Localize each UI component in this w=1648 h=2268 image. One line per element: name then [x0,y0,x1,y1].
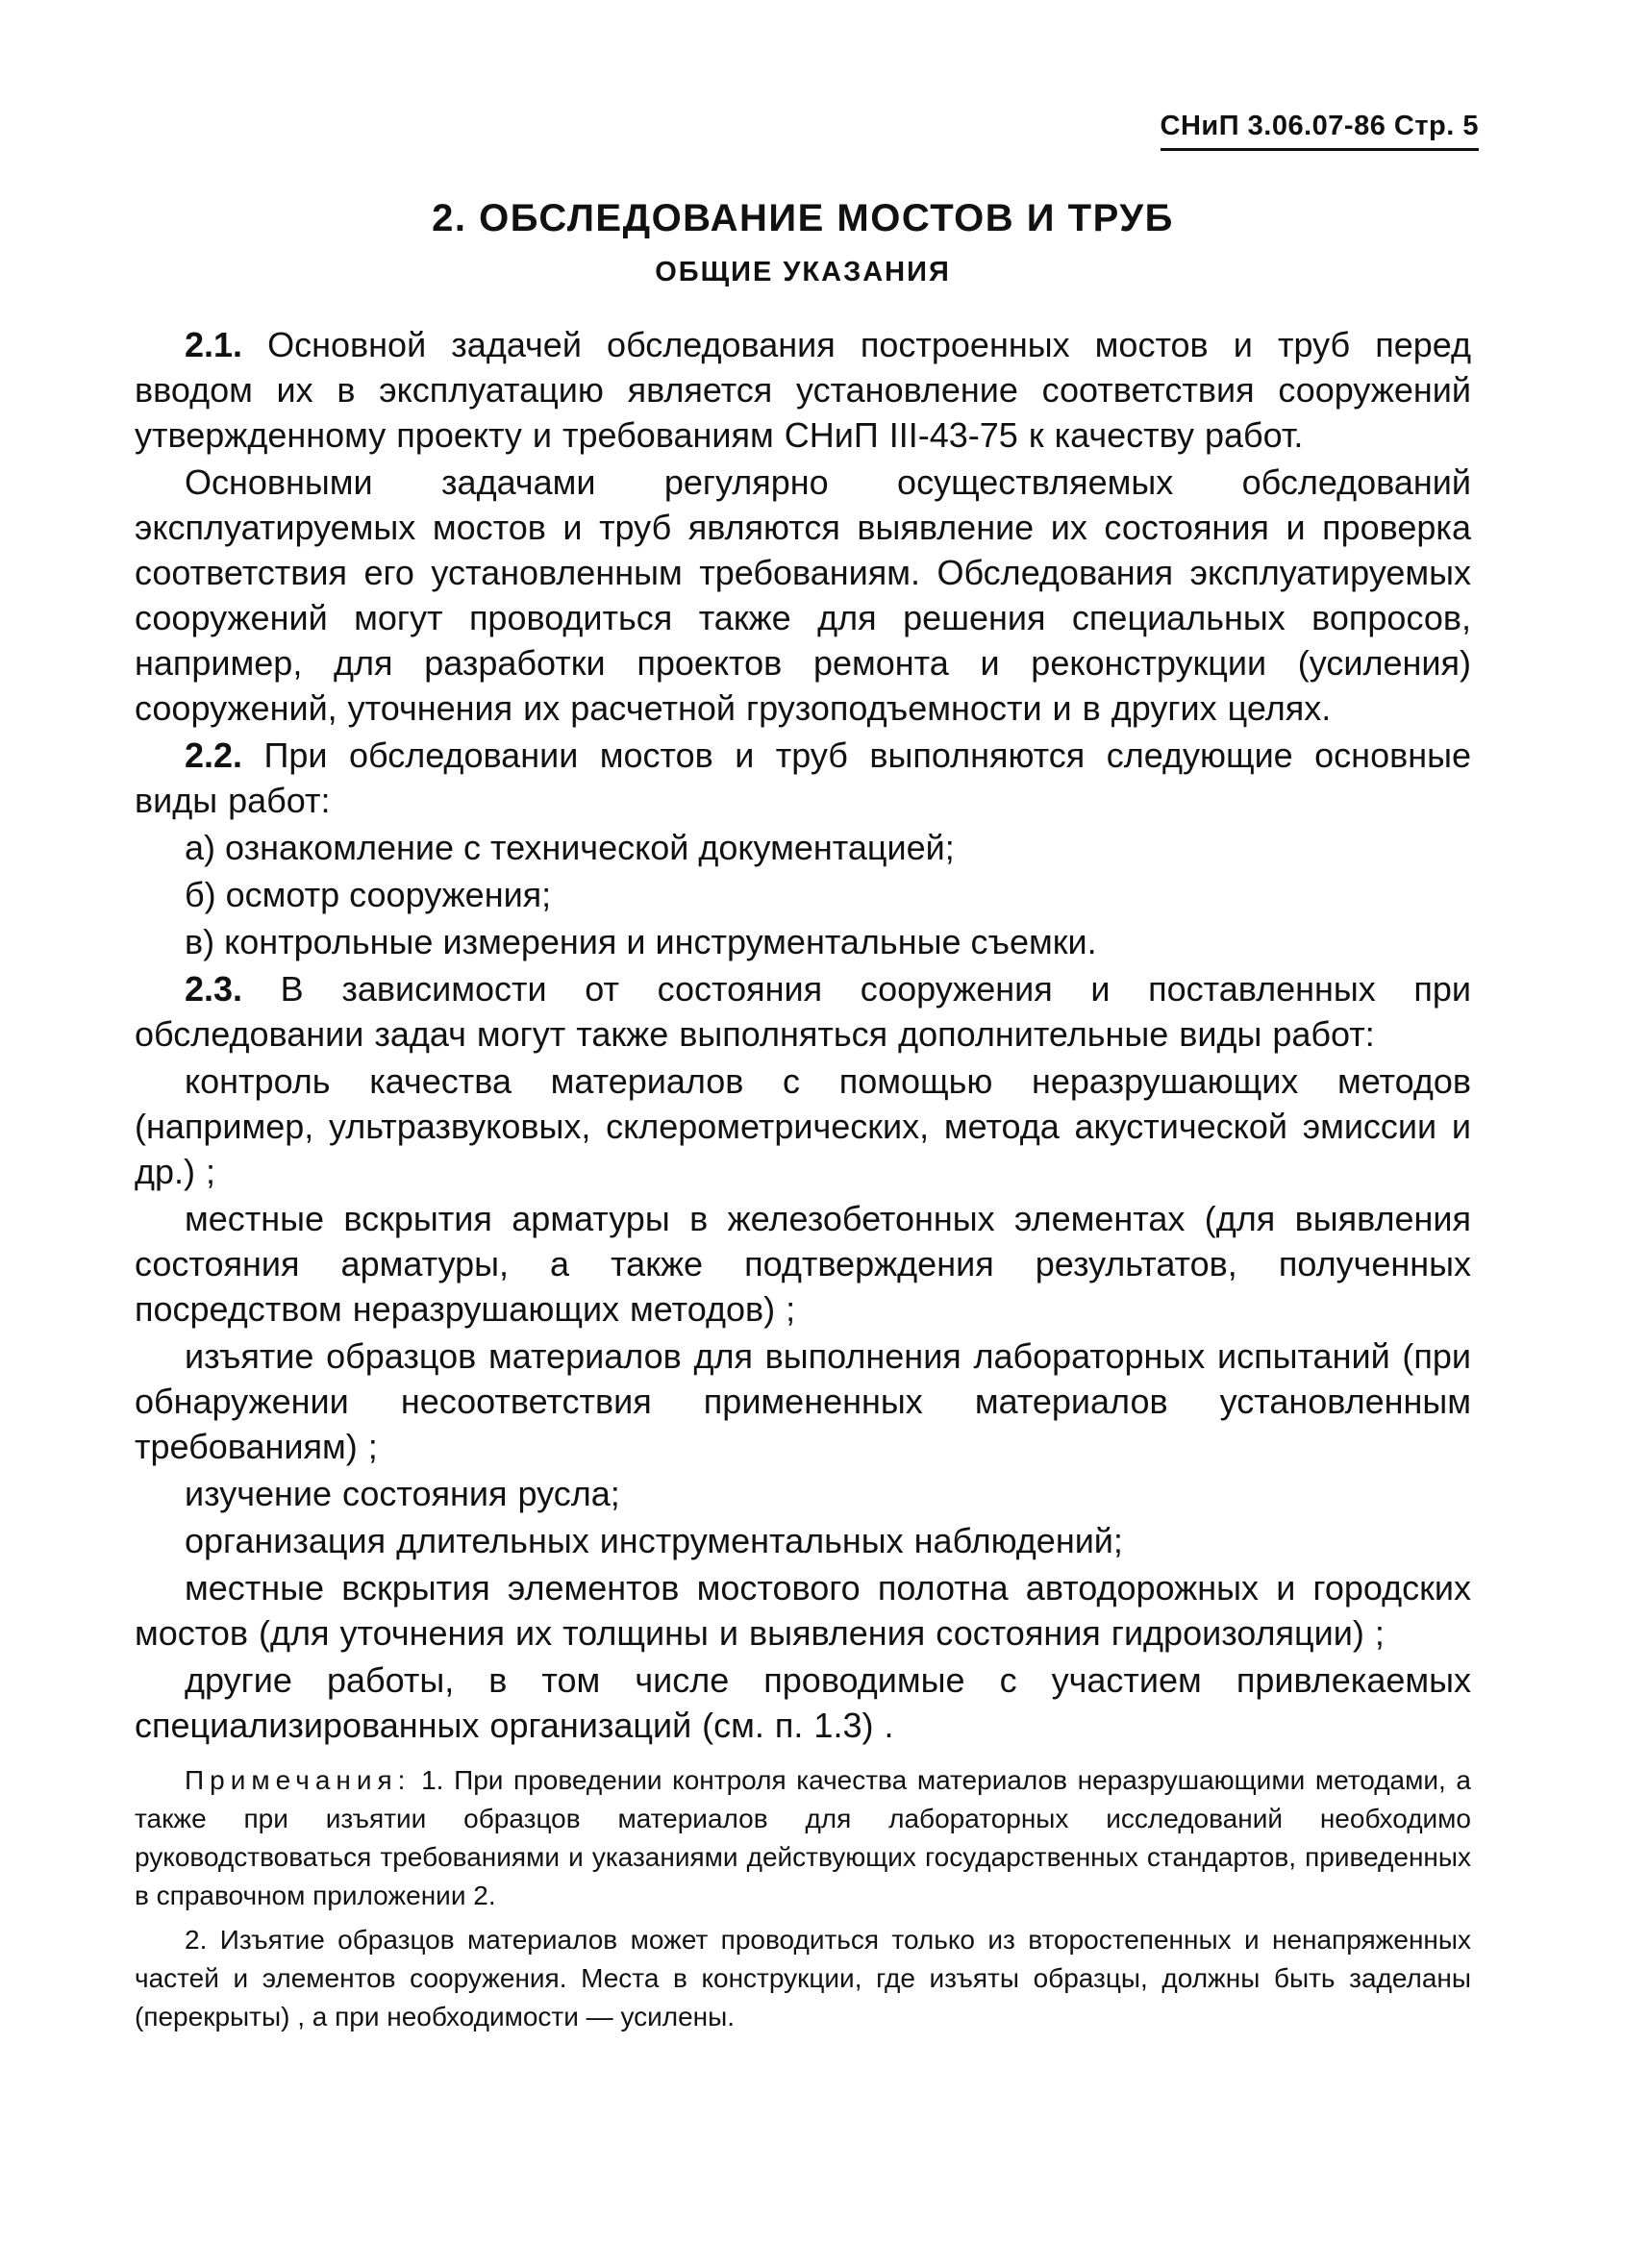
clause-number: 2.1. [185,325,243,364]
list-item: а) ознакомление с технической документацией; [185,828,955,867]
list-item: местные вскрытия арматуры в железобетонных элементах (для выявления состояния арматуры, а также подтверждения результатов, полученных посредством неразрушающих методов) ; [135,1199,1471,1329]
note-text: 1. При проведении контроля качества материалов неразрушающими методами, а также при изъятии образцов материалов для лабораторных исследований необходимо руководствоваться требованиями и указаниями действующих государственных стандартов, приведенных в справочном приложении 2. [135,1765,1471,1910]
clause-text: В зависимости от состояния сооружения и поставленных при обследовании задач могут также выполняться дополнительные виды работ: [135,969,1471,1054]
list-item: другие работы, в том числе проводимые с участием привлекаемых специализированных организаций (см. п. 1.3) . [135,1660,1471,1745]
list-item: контроль качества материалов с помощью неразрушающих методов (например, ультразвуковых, склерометрических, метода акустической эмиссии и др.) ; [135,1061,1471,1191]
list-item: б) осмотр сооружения; [185,875,552,914]
subsection-title: ОБЩИЕ УКАЗАНИЯ [655,257,951,287]
list-item: изъятие образцов материалов для выполнения лабораторных испытаний (при обнаружении несоответствия примененных материалов установленным требованиям) ; [135,1336,1471,1466]
clause-2-1-continuation: Основными задачами регулярно осуществляемых обследований эксплуатируемых мостов и труб являются выявление их состояния и проверка соответствия его установленным требованиям. Обследования эксплуатируемых сооружений могут проводиться также для решения специальных вопросов, например, для разработки проектов ремонта и реконструкции (усиления) сооружений, уточнения их расчетной грузоподъемности и в других целях. [135,462,1471,728]
document-body [135,322,1471,2042]
notes-label: Примечания: [185,1765,412,1795]
clause-2-2 [135,733,1471,823]
list-item: организация длительных инструментальных наблюдений; [185,1521,1123,1560]
note-1 [135,1761,1471,1915]
running-header: СНиП 3.06.07-86 Стр. 5 [1161,111,1479,151]
list-item: местные вскрытия элементов мостового полотна автодорожных и городских мостов (для уточнения их толщины и выявления состояния гидроизоляции) ; [135,1568,1471,1653]
clause-2-3 [135,966,1471,1057]
list-item: изучение состояния русла; [185,1474,620,1513]
document-page [135,91,1479,2206]
clause-2-1 [135,322,1471,458]
clause-number: 2.3. [185,969,243,1009]
note-2: 2. Изъятие образцов материалов может проводиться только из второстепенных и ненапряженных частей и элементов сооружения. Места в конструкции, где изъяты образцы, должны быть заделаны (перекрыты) , а при необходимости — усилены. [135,1925,1471,2031]
clause-text: Основной задачей обследования построенных мостов и труб перед вводом их в эксплуатацию является установление соответствия сооружений утвержденному проекту и требованиям СНиП III-43-75 к качеству работ. [135,325,1471,455]
section-title: 2. ОБСЛЕДОВАНИЕ МОСТОВ И ТРУБ [432,197,1174,239]
clause-text: При обследовании мостов и труб выполняются следующие основные виды работ: [135,735,1471,820]
list-item: в) контрольные измерения и инструментальные съемки. [185,922,1097,961]
notes-block [135,1761,1471,2036]
clause-number: 2.2. [185,735,243,775]
